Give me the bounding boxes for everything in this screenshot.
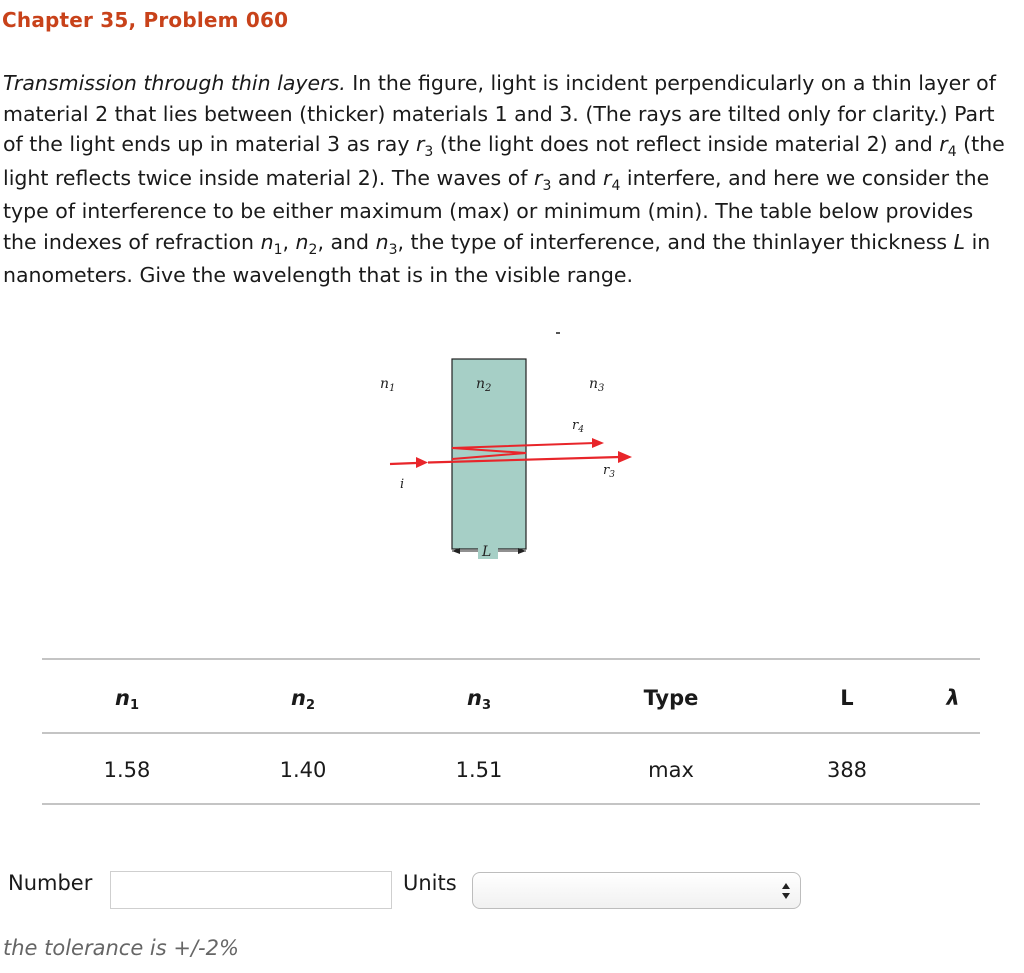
incident-ray — [390, 463, 416, 464]
stray-dash — [556, 332, 560, 334]
problem-statement — [3, 68, 1013, 291]
var-r4: r — [939, 132, 948, 156]
header-lambda: λ — [946, 686, 960, 710]
header-type: Type — [643, 686, 699, 710]
thin-layer-diagram — [370, 355, 650, 565]
problem-text: (the light does not reflect inside material 2) and — [433, 132, 940, 156]
var-n2: n — [295, 229, 309, 254]
table-rule-bottom — [42, 803, 980, 805]
ray-r3-arrowhead — [618, 451, 632, 463]
var-r4-sub: 4 — [611, 177, 621, 194]
header-n3-sub: 3 — [481, 698, 491, 713]
r4-label: $r_4$ — [572, 418, 584, 435]
number-input[interactable] — [110, 871, 392, 909]
cell-n1: 1.58 — [103, 758, 151, 782]
units-select[interactable] — [472, 872, 801, 909]
var-n3-sub: 3 — [388, 241, 398, 258]
problem-text: in nanometers. Give the wavelength that is in the visible range. — [3, 229, 991, 287]
header-n2-sub: 2 — [305, 698, 315, 713]
var-r3: r — [534, 165, 543, 190]
header-n2 — [291, 686, 315, 713]
cell-type: max — [648, 758, 694, 782]
var-L: L — [953, 229, 966, 254]
problem-text: , and — [317, 229, 376, 254]
number-label: Number — [8, 871, 93, 895]
var-n1-sub: 1 — [273, 241, 283, 258]
header-n1 — [115, 686, 139, 713]
problem-text: In the figure, light is incident perpendicularly on a thin layer of material 2 that lies between (thicker) materials 1 and 3. (The rays are tilted only for clarity.) Part of the light ends up in material 3 as ray — [3, 71, 996, 156]
header-n2-var: n — [291, 686, 306, 710]
header-L: L — [840, 686, 854, 710]
units-label: Units — [403, 871, 457, 895]
tolerance-note: the tolerance is +/-2% — [3, 936, 239, 960]
header-n3 — [467, 686, 491, 713]
var-r3-sub: 3 — [424, 144, 434, 160]
cell-n2: 1.40 — [279, 758, 327, 782]
var-n3: n — [375, 229, 389, 254]
header-n1-sub: 1 — [129, 698, 139, 713]
header-n3-var: n — [467, 686, 482, 710]
var-r4-sub: 4 — [947, 144, 957, 160]
ray-r4-arrowhead — [592, 438, 604, 448]
var-r3-sub: 3 — [542, 177, 552, 194]
incident-label: i — [400, 477, 405, 492]
var-r3: r — [415, 132, 425, 156]
header-n1-var: n — [115, 686, 130, 710]
r3-label: $r_3$ — [603, 463, 615, 480]
table-rule-mid — [42, 732, 980, 734]
n2-label: $n_2$ — [476, 376, 492, 394]
select-updown-icon — [781, 881, 791, 901]
problem-text: , — [282, 229, 296, 254]
n3-label: $n_3$ — [589, 376, 605, 394]
incident-arrowhead — [416, 457, 428, 468]
n1-label: $n_1$ — [380, 376, 396, 394]
var-n1: n — [260, 229, 274, 254]
problem-lead: Transmission through thin layers. — [3, 71, 346, 95]
var-r4: r — [603, 165, 612, 190]
cell-n3: 1.51 — [455, 758, 503, 782]
thin-layer-figure — [370, 355, 650, 565]
problem-text: , the type of interference, and the thinlayer thickness — [397, 229, 954, 254]
problem-text: interfere, and here we consider the type of interference to be either maximum (max) or minimum (min). The table below provides the indexes of refraction — [3, 165, 990, 254]
table-rule-top — [42, 658, 980, 660]
problem-text: and — [551, 165, 603, 190]
problem-text: (the light reflects twice inside material 2). The waves of — [3, 132, 1005, 190]
problem-title: Chapter 35, Problem 060 — [2, 8, 289, 32]
var-n2-sub: 2 — [308, 241, 318, 258]
cell-L: 388 — [826, 758, 868, 782]
thickness-label: L — [482, 544, 492, 560]
